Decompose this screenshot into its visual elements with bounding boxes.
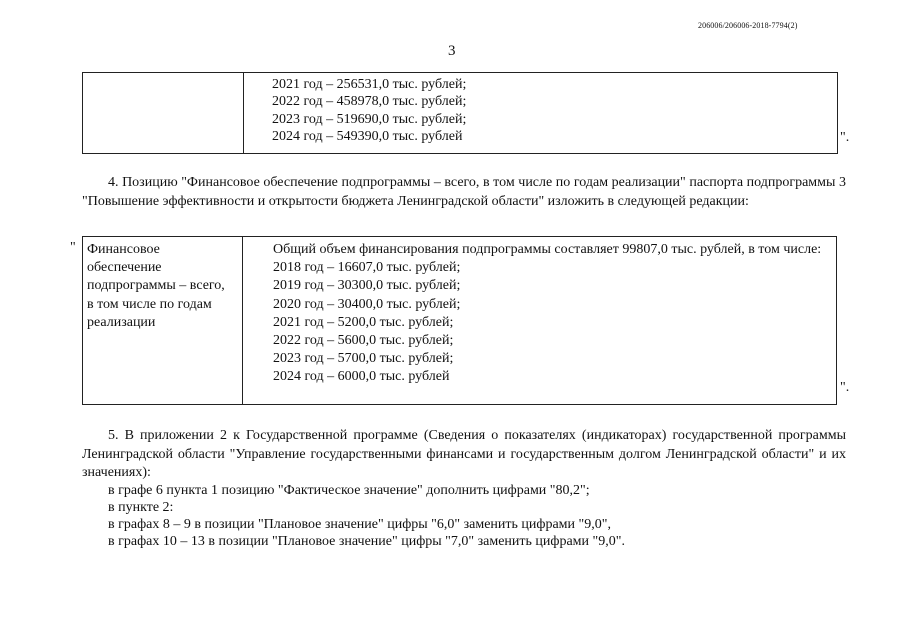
table2-opening-quote: " — [70, 240, 76, 255]
item4-paragraph: 4. Позицию "Финансовое обеспечение подпрограммы – всего, в том числе по годам реализации" паспорта подпрограммы 3 "Повышение эффективности и открытости бюджета Ленинградской области" изложить в следующей редакции: — [82, 175, 846, 209]
table1-line: 2021 год – 256531,0 тыс. рублей; — [272, 77, 467, 92]
table2-label-cell — [83, 237, 243, 405]
table1-right-cell — [244, 73, 838, 154]
table1-left-cell — [83, 73, 244, 154]
page-number: 3 — [448, 43, 456, 59]
table1-line: 2024 год – 549390,0 тыс. рублей — [272, 129, 463, 145]
table2-year-line: 2020 год – 30400,0 тыс. рублей; — [273, 296, 461, 312]
document-code: 206006/206006-2018-7794(2) — [698, 21, 798, 30]
table2-label-line: реализации — [87, 314, 156, 330]
item5-line: в графах 10 – 13 в позиции "Плановое значение" цифры "7,0" заменить цифрами "9,0". — [108, 534, 625, 549]
table2-label-line: подпрограммы – всего, — [87, 278, 225, 294]
funding-table-subprogram-3 — [82, 236, 837, 405]
table2-total: Общий объем финансирования подпрограммы составляет 99807,0 тыс. рублей, в том числе: — [273, 242, 822, 257]
funding-table-continuation — [82, 72, 838, 154]
table1-closing-quote: ". — [840, 130, 850, 145]
table2-label-line: в том числе по годам — [87, 296, 212, 312]
table2-closing-quote: ". — [840, 380, 850, 395]
table2-value-cell — [243, 237, 837, 405]
table2-year-line: 2018 год – 16607,0 тыс. рублей; — [273, 260, 461, 276]
table2-year-line: 2024 год – 6000,0 тыс. рублей — [273, 369, 450, 385]
table2-label-line: обеспечение — [87, 260, 162, 276]
item5-line: в графе 6 пункта 1 позицию "Фактическое значение" дополнить цифрами "80,2"; — [108, 483, 590, 498]
table1-line: 2022 год – 458978,0 тыс. рублей; — [272, 94, 467, 110]
item5-paragraph: 5. В приложении 2 к Государственной программе (Сведения о показателях (индикаторах) государственной программы Ленинградской области "Управление государственными финансами и государственным долгом Ленинградской области" и их значениях): — [82, 428, 846, 480]
table2-year-line: 2022 год – 5600,0 тыс. рублей; — [273, 333, 454, 349]
table1-line: 2023 год – 519690,0 тыс. рублей; — [272, 111, 467, 127]
table2-year-line: 2021 год – 5200,0 тыс. рублей; — [273, 314, 454, 330]
item5-line: в пункте 2: — [108, 500, 174, 515]
table2-label-line: Финансовое — [87, 242, 160, 257]
table2-year-line: 2019 год – 30300,0 тыс. рублей; — [273, 278, 461, 294]
item5-line: в графах 8 – 9 в позиции "Плановое значение" цифры "6,0" заменить цифрами "9,0", — [108, 517, 611, 532]
table2-year-line: 2023 год – 5700,0 тыс. рублей; — [273, 351, 454, 367]
